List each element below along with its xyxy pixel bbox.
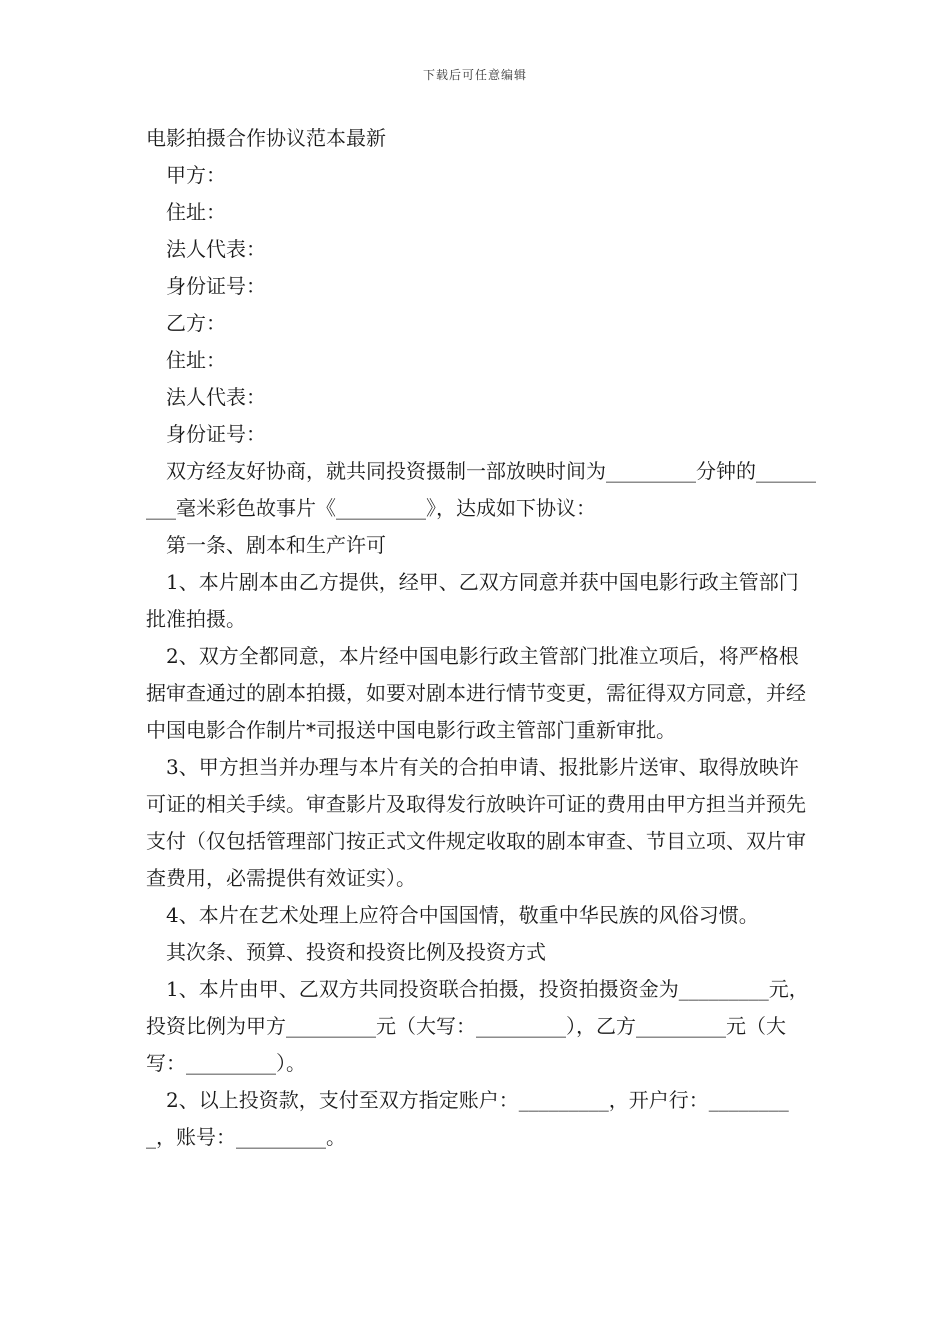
article-1-heading: 第一条、剧本和生产许可 (166, 533, 386, 557)
header-note: 下载后可任意编辑 (422, 68, 527, 82)
article-2-clause-2: 2、以上投资款，支付至双方指定账户：_________，开户行：_________，账号：_________。 (146, 1088, 789, 1149)
article-1-clause-4: 4、本片在艺术处理上应符合中国国情，敬重中华民族的风俗习惯。 (166, 903, 759, 927)
preamble-paragraph: 双方经友好协商，就共同投资摄制一部放映时间为_________分钟的_________毫米彩色故事片《_________》，达成如下协议： (146, 459, 816, 520)
article-1-clause-3: 3、甲方担当并办理与本片有关的合拍申请、报批影片送审、取得放映许可证的相关手续。审查影片及取得发行放映许可证的费用由甲方担当并预先支付（仅包括管理部门按正式文件规定收取的剧本审查、节目立项、双片审查费用，必需提供有效证实）。 (146, 755, 806, 890)
party-b-id-number: 身份证号： (166, 422, 266, 446)
party-a-address: 住址： (166, 200, 226, 224)
article-1-clause-1: 1、本片剧本由乙方提供，经甲、乙双方同意并获中国电影行政主管部门批准拍摄。 (146, 570, 799, 631)
document-title: 电影拍摄合作协议范本最新 (146, 126, 386, 150)
party-a-legal-rep: 法人代表： (166, 237, 266, 261)
article-1-clause-2: 2、双方全都同意，本片经中国电影行政主管部门批准立项后，将严格根据审查通过的剧本拍摄，如要对剧本进行情节变更，需征得双方同意，并经中国电影合作制片*司报送中国电影行政主管部门重新审批。 (146, 644, 806, 742)
article-2-clause-1: 1、本片由甲、乙双方共同投资联合拍摄，投资拍摄资金为_________元，投资比例为甲方_________元（大写：_________），乙方_________元（大写：_________）。 (146, 977, 809, 1075)
document-body (146, 120, 816, 1156)
party-a-id-number: 身份证号： (166, 274, 266, 298)
party-b-address: 住址： (166, 348, 226, 372)
article-2-heading: 其次条、预算、投资和投资比例及投资方式 (166, 940, 546, 964)
party-b-label: 乙方： (166, 311, 226, 335)
party-b-legal-rep: 法人代表： (166, 385, 266, 409)
party-a-label: 甲方： (166, 163, 226, 187)
